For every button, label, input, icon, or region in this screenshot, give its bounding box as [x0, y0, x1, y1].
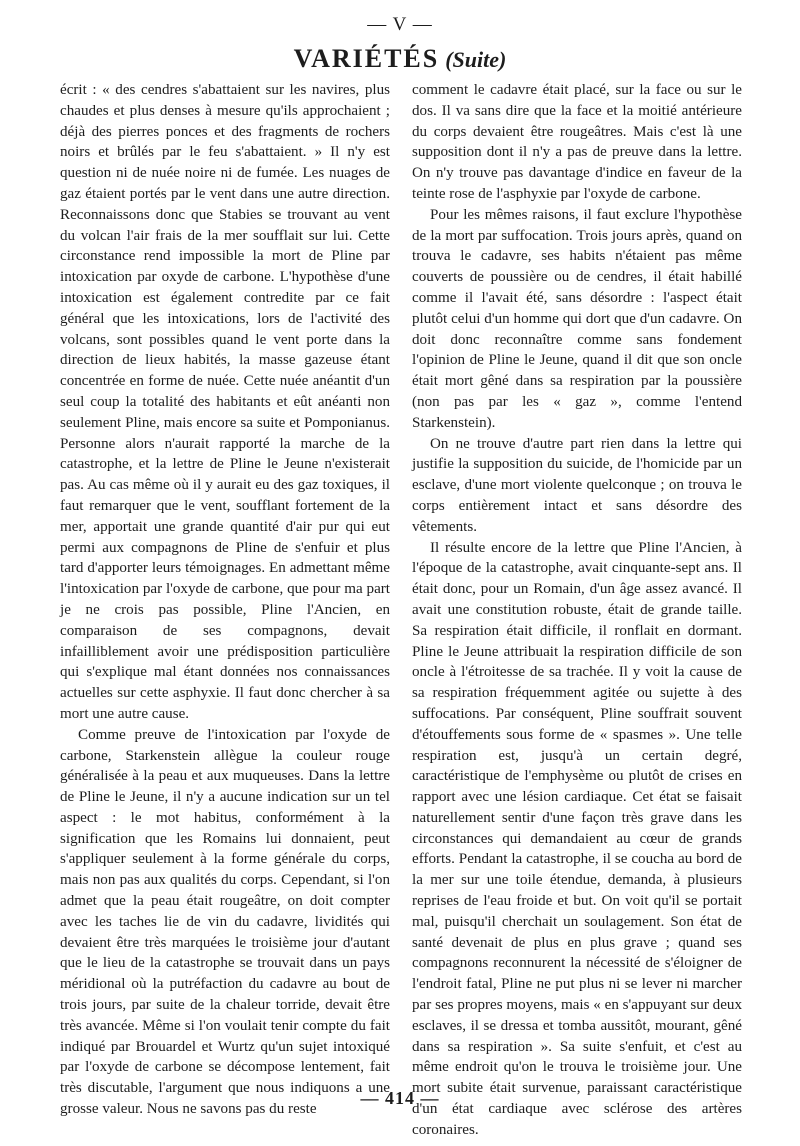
- paragraph: écrit : « des cendres s'abattaient sur les navires, plus chaudes et plus denses à mesure qu'ils approchaient ; déjà des pierres ponces et des fragments de rochers noirs et brûlés par le feu s'abattaient. » Il n'y est question ni de nuée noire ni de fumée. Les nuages de gaz étaient portés par le vent dans une autre direction. Reconnaissons donc que Stabies se trouvant au vent du volcan l'air frais de la mer soufflait sur lui. Cette circonstance rend impossible la mort de Pline par intoxication par oxyde de carbone. L'hypothèse d'une intoxication est également contredite par ce fait général que les intoxications, lors de l'activité des volcans, sont possibles quand le vent porte dans la direction de lieux habités, la masse gazeuse étant concentrée en forme de nuée. Cette nuée anéantit d'un seul coup la totalité des habitants et eût anéanti non seulement Pline, mais encore sa suite et Pomponianus. Personne alors n'aurait rapporté la marche de la catastrophe, et la lettre de Pline le Jeune n'existerait pas. Au cas même où il y aurait eu des gaz toxiques, il faut remarquer que le vent, soufflant fortement de la mer, apportait une grande quantité d'air pur qui eut permi aux compagnons de Pline de s'enfuir et plus tard d'apporter leurs témoignages. En admettant même l'intoxication par l'oxyde de carbone, que pour ma part je ne crois pas possible, Pline l'Ancien, en comparaison de ses compagnons, devait infailliblement avoir une prédisposition particulière qui s'explique mal étant données nos connaissances actuelles sur cette asphyxie. Il faut donc chercher à sa mort une autre cause.: [60, 82, 390, 722]
- paragraph: Comme preuve de l'intoxication par l'oxyde de carbone, Starkenstein allègue la couleur rouge généralisée à la peau et aux muqueuses. Dans la lettre de Pline le Jeune, il n'y a aucune indication sur un tel aspect : le mot habitus, conformément à la signification que les Romains lui donnaient, peut s'appliquer seulement à la forme générale du corps, mais non pas aux qualités du corps. Cependant, si l'on admet que la peau était rougeâtre, on doit compter avec les taches lie de vin du cadavre, lividités qui devaient être très marquées le troisième jour d'autant que le lieu de la catastrophe se trouvait dans un pays méridional où la putréfaction du cadavre au bout de trois jours, par suite de la chaleur torride, devait être très avancée. Même si l'on voulait tenir compte du fait indiqué par Brouardel et Wurtz qu'un sujet intoxiqué par l'oxyde de carbone se décompose lentement, fait très discutable, l'argument que nous indiquons a une grosse valeur. Nous ne savons pas du reste: [60, 726, 390, 1118]
- paragraph: On ne trouve d'autre part rien dans la lettre qui justifie la supposition du suicide, de l'homicide par un esclave, d'une mort violente quelconque ; on trouva le corps entièrement intact et sans désordre des vêtements.: [412, 435, 742, 535]
- left-column: [60, 80, 390, 1118]
- section-title: [0, 44, 800, 74]
- paragraph: Pour les mêmes raisons, il faut exclure l'hypothèse de la mort par suffocation. Trois jours après, quand on trouva le cadavre, ses habits n'étaient pas même couverts de poussière ou de cendres, il était habillé comme il l'avait été, sans désordre : l'aspect était plutôt celui d'un homme qui dort que d'un cadavre. On doit donc reconnaître comme sans fondement l'opinion de Pline le Jeune, quand il dit que son oncle était mort gêné dans sa respiration par la poussière (non pas par les « gaz », comme l'entend Starkenstein).: [412, 206, 742, 431]
- paragraph: comment le cadavre était placé, sur la face ou sur le dos. Il va sans dire que la face et la moitié antérieure du corps devaient être rougeâtres. Mais c'est là une supposition dont il n'y a pas de preuve dans la lettre. On n'y trouve pas davantage d'indice en faveur de la teinte rose de l'asphyxie par l'oxyde de carbone.: [412, 82, 742, 202]
- section-title-text: VARIÉTÉS: [293, 44, 440, 73]
- paragraph: Il résulte encore de la lettre que Pline l'Ancien, à l'époque de la catastrophe, avait cinquante-sept ans. Il était donc, pour un Romain, d'un âge assez avancé. Il avait une constitution robuste, était de grande taille. Sa respiration était difficile, il ronflait en dormant. Pline le Jeune attribuait la respiration difficile de son oncle à l'étroitesse de sa trachée. Il y voit la cause de sa respiration fréquemment agitée ou sujette à des suffocations. Par conséquent, Pline souffrait souvent d'étouffements sous forme de « spasmes ». Une telle respiration est, jusqu'à un certain degré, caractéristique de l'emphysème ou plutôt de crises en rapport avec une lésion cardiaque. Cet état se faisait naturellement sentir d'une façon très grave dans les circonstances qui demandaient au cœur de grands efforts. Pendant la catastrophe, il se coucha au bord de la mer sur une toile étendue, demanda, à plusieurs reprises de l'eau froide et but. On voit qu'il se portait mal, puisqu'il cherchait un soulagement. Son état de santé devenait de plus en plus grave ; quand ses compagnons reconnurent la nécessité de s'éloigner de l'endroit fatal, Pline ne put plus ni se lever ni marcher par ses propres moyens, mais « en s'appuyant sur deux esclaves, il se dressa et tomba aussitôt, mourant, gêné dans sa respiration ». Sa suite s'enfuit, et c'est au même endroit qu'on le trouva le troisième jour. Une mort subite était survenue, paraissant caractéristique d'un état cardiaque avec sclérose des artères coronaires.: [412, 539, 742, 1138]
- section-title-suffix: (Suite): [445, 47, 507, 72]
- right-column: [412, 80, 742, 1138]
- page-header-roman-numeral: — V —: [367, 14, 433, 35]
- page-number-footer: — 414 —: [360, 1088, 440, 1108]
